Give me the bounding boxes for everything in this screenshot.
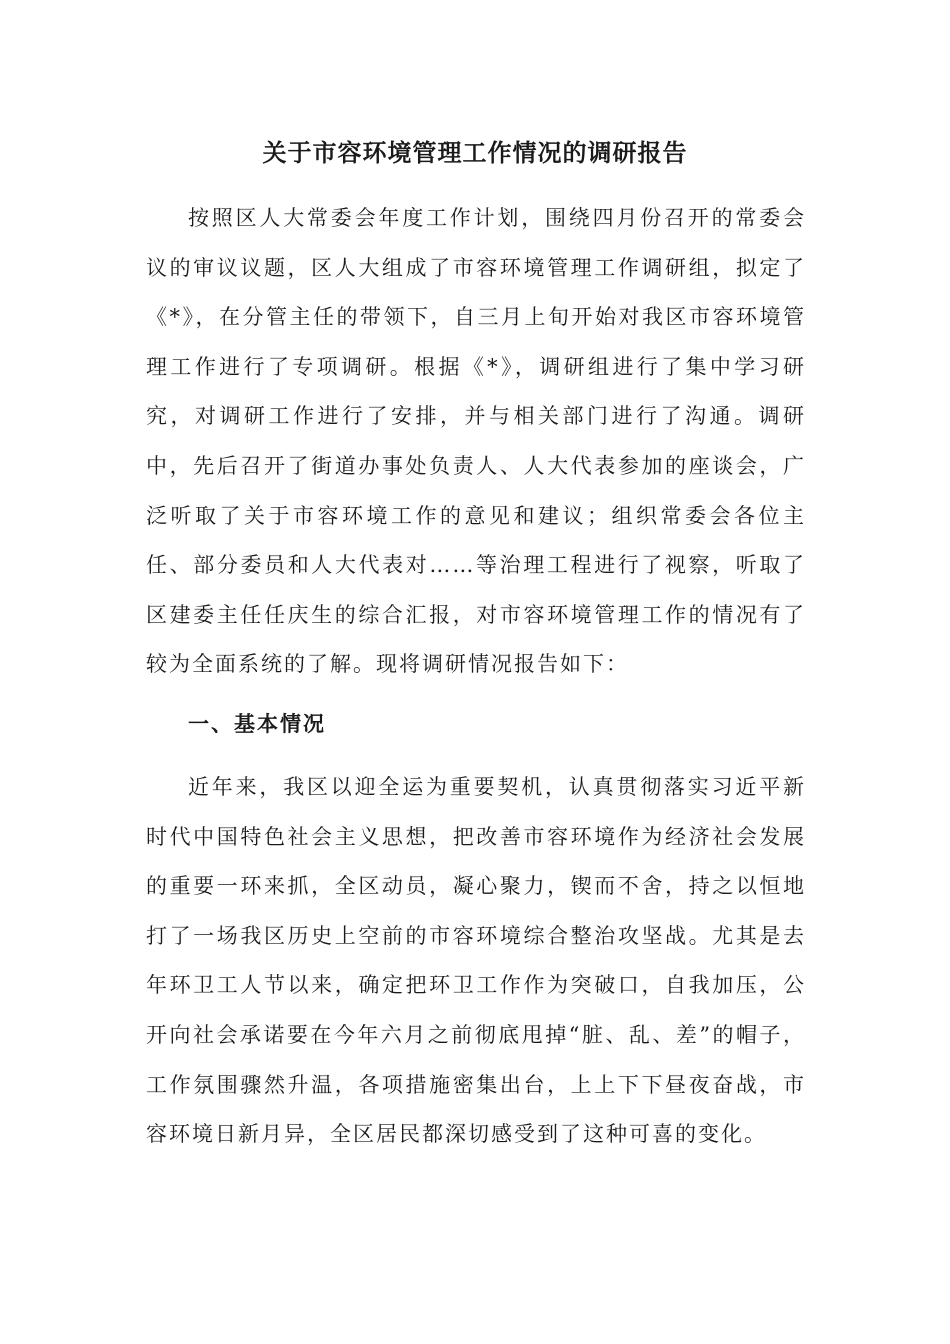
section-heading: 一、基本情况 <box>188 711 326 736</box>
section-paragraph: 近年来，我区以迎全运为重要契机，认真贯彻落实习近平新时代中国特色社会主义思想，把改善市容环境作为经济社会发展的重要一环来抓，全区动员，凝心聚力，锲而不舍，持之以恒地打了一场我区历史上空前的市容环境综合整治攻坚战。尤其是去年环卫工人节以来，确定把环卫工作作为突破口，自我加压，公开向社会承诺要在今年六月之前彻底甩掉“脏、乱、差”的帽子，工作氛围骤然升温，各项措施密集出台，上上下下昼夜奋战，市容环境日新月异，全区居民都深切感受到了这种可喜的变化。 <box>146 775 806 1147</box>
intro-paragraph: 按照区人大常委会年度工作计划，围绕四月份召开的常委会议的审议议题，区人大组成了市容环境管理工作调研组，拟定了《*》，在分管主任的带领下，自三月上旬开始对我区市容环境管理工作进行了专项调研。根据《*》，调研组进行了集中学习研究，对调研工作进行了安排，并与相关部门进行了沟通。调研中，先后召开了街道办事处负责人、人大代表参加的座谈会，广泛听取了关于市容环境工作的意见和建议；组织常委会各位主任、部分委员和人大代表对……等治理工程进行了视察，听取了区建委主任任庆生的综合汇报，对市容环境管理工作的情况有了较为全面系统的了解。现将调研情况报告如下： <box>146 206 806 677</box>
document-title: 关于市容环境管理工作情况的调研报告 <box>262 138 688 167</box>
